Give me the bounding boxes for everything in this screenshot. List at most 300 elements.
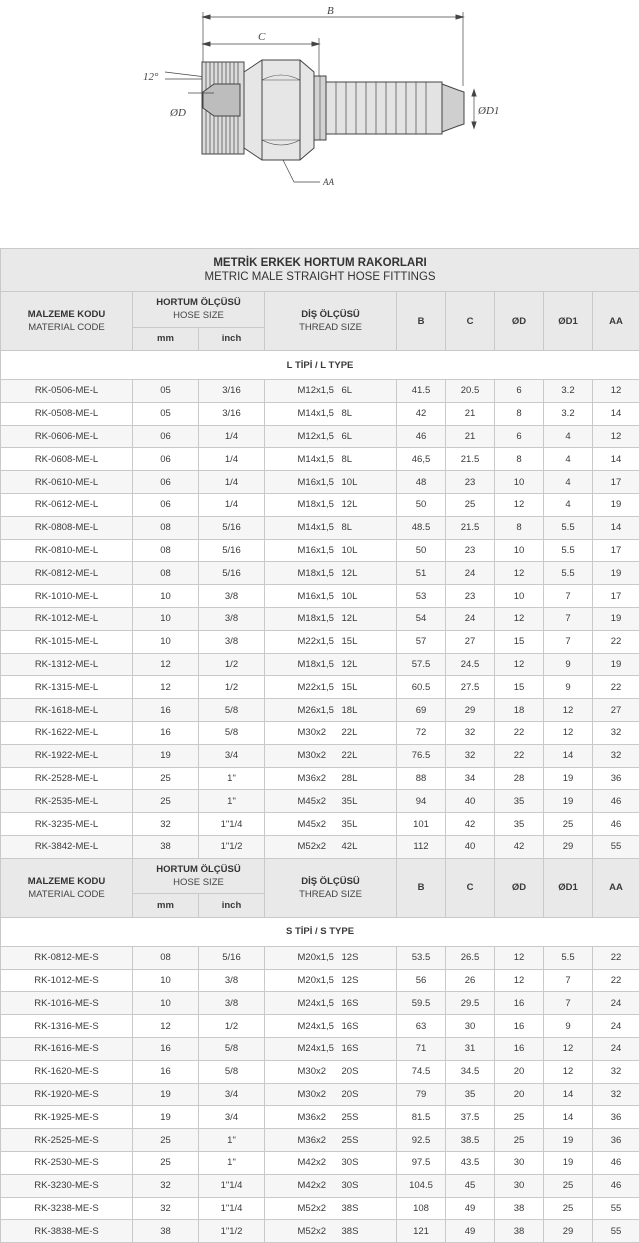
- cell-mm: 32: [133, 1197, 199, 1220]
- cell-aa: 14: [593, 402, 639, 425]
- cell-mm: 10: [133, 607, 199, 630]
- table-row: [1, 1106, 639, 1129]
- table-row: [1, 835, 639, 858]
- thread-wrap: [298, 682, 364, 693]
- cell-material-code: RK-3230-ME-S: [1, 1174, 133, 1197]
- cell-thread: [265, 1174, 397, 1197]
- thread-wrap: [298, 591, 364, 602]
- cell-inch: 5/8: [199, 699, 265, 722]
- cell-thread-size: M30x2: [298, 1066, 342, 1077]
- cell-inch: 1"1/2: [199, 1220, 265, 1243]
- cell-od1: 5.5: [544, 539, 593, 562]
- cell-od: 16: [495, 1037, 544, 1060]
- cell-material-code: RK-1622-ME-L: [1, 721, 133, 744]
- cell-aa: 14: [593, 448, 639, 471]
- cell-thread: [265, 1083, 397, 1106]
- cell-thread-series: 25S: [342, 1135, 364, 1146]
- cell-mm: 06: [133, 471, 199, 494]
- cell-od1: 29: [544, 835, 593, 858]
- cell-thread: [265, 835, 397, 858]
- table-row: [1, 744, 639, 767]
- cell-thread: [265, 1220, 397, 1243]
- cell-c: 43.5: [446, 1151, 495, 1174]
- cell-b: 81.5: [397, 1106, 446, 1129]
- cell-material-code: RK-0608-ME-L: [1, 448, 133, 471]
- cell-inch: 3/4: [199, 744, 265, 767]
- cell-aa: 32: [593, 721, 639, 744]
- cell-inch: 1/4: [199, 425, 265, 448]
- cell-od: 8: [495, 402, 544, 425]
- cell-c: 26.5: [446, 946, 495, 969]
- table-row: [1, 1129, 639, 1152]
- cell-od: 15: [495, 676, 544, 699]
- cell-thread: [265, 562, 397, 585]
- table-row: [1, 630, 639, 653]
- cell-inch: 3/8: [199, 992, 265, 1015]
- cell-inch: 3/8: [199, 969, 265, 992]
- cell-aa: 12: [593, 380, 639, 403]
- cell-c: 24: [446, 607, 495, 630]
- cell-thread-size: M30x2: [298, 750, 342, 761]
- cell-od1: 5.5: [544, 562, 593, 585]
- cell-od1: 7: [544, 630, 593, 653]
- cell-thread: [265, 969, 397, 992]
- cell-mm: 32: [133, 813, 199, 836]
- header-c: C: [446, 292, 495, 351]
- table-row: [1, 607, 639, 630]
- cell-od: 12: [495, 607, 544, 630]
- angle-label: 12°: [143, 71, 159, 83]
- table-row: [1, 1197, 639, 1220]
- cell-mm: 05: [133, 380, 199, 403]
- header-material: [1, 292, 133, 351]
- cell-c: 40: [446, 790, 495, 813]
- thread-wrap: [298, 385, 364, 396]
- cell-thread: [265, 721, 397, 744]
- cell-b: 48: [397, 471, 446, 494]
- cell-thread: [265, 471, 397, 494]
- cell-od: 8: [495, 516, 544, 539]
- cell-thread-size: M36x2: [298, 1112, 342, 1123]
- dim-aa-label: AA: [322, 177, 334, 187]
- cell-od1: 5.5: [544, 516, 593, 539]
- cell-thread-size: M14x1,5: [298, 454, 342, 465]
- cell-thread-size: M26x1,5: [298, 705, 342, 716]
- table-row: [1, 699, 639, 722]
- header-material: [1, 858, 133, 917]
- cell-material-code: RK-1012-ME-S: [1, 969, 133, 992]
- cell-b: 88: [397, 767, 446, 790]
- table-row: [1, 676, 639, 699]
- cell-aa: 14: [593, 516, 639, 539]
- header-od: ØD: [495, 292, 544, 351]
- table-row: [1, 969, 639, 992]
- thread-wrap: [298, 841, 364, 852]
- cell-material-code: RK-1316-ME-S: [1, 1015, 133, 1038]
- table-row: [1, 813, 639, 836]
- cell-material-code: RK-1620-ME-S: [1, 1060, 133, 1083]
- cell-c: 23: [446, 539, 495, 562]
- cell-mm: 25: [133, 767, 199, 790]
- cell-thread: [265, 493, 397, 516]
- cell-od: 22: [495, 744, 544, 767]
- cell-thread-series: 42L: [342, 841, 364, 852]
- cell-b: 46: [397, 425, 446, 448]
- cell-od: 10: [495, 471, 544, 494]
- cell-thread-size: M30x2: [298, 727, 342, 738]
- cell-thread-series: 8L: [342, 522, 364, 533]
- cell-c: 20.5: [446, 380, 495, 403]
- cell-thread-series: 12S: [342, 975, 364, 986]
- cell-inch: 1": [199, 790, 265, 813]
- cell-mm: 25: [133, 790, 199, 813]
- thread-wrap: [298, 975, 364, 986]
- cell-od: 28: [495, 767, 544, 790]
- cell-aa: 24: [593, 992, 639, 1015]
- cell-inch: 3/8: [199, 630, 265, 653]
- cell-od1: 25: [544, 813, 593, 836]
- cell-c: 38.5: [446, 1129, 495, 1152]
- cell-thread: [265, 1197, 397, 1220]
- thread-wrap: [298, 431, 364, 442]
- cell-material-code: RK-0606-ME-L: [1, 425, 133, 448]
- cell-od: 16: [495, 1015, 544, 1038]
- cell-thread-size: M16x1,5: [298, 545, 342, 556]
- cell-b: 57: [397, 630, 446, 653]
- cell-b: 69: [397, 699, 446, 722]
- cell-mm: 05: [133, 402, 199, 425]
- cell-thread-size: M36x2: [298, 1135, 342, 1146]
- cell-aa: 22: [593, 946, 639, 969]
- cell-thread-size: M14x1,5: [298, 408, 342, 419]
- cell-od1: 9: [544, 653, 593, 676]
- cell-thread: [265, 1106, 397, 1129]
- cell-mm: 19: [133, 1083, 199, 1106]
- cell-thread-size: M18x1,5: [298, 613, 342, 624]
- cell-thread: [265, 1037, 397, 1060]
- cell-thread-size: M52x2: [298, 841, 342, 852]
- dim-od1-label: ØD1: [477, 105, 499, 117]
- cell-od1: 25: [544, 1197, 593, 1220]
- cell-c: 45: [446, 1174, 495, 1197]
- cell-aa: 12: [593, 425, 639, 448]
- cell-material-code: RK-0612-ME-L: [1, 493, 133, 516]
- thread-wrap: [298, 1226, 364, 1237]
- cell-b: 72: [397, 721, 446, 744]
- cell-thread-size: M24x1,5: [298, 998, 342, 1009]
- cell-thread-size: M42x2: [298, 1157, 342, 1168]
- cell-aa: 46: [593, 1151, 639, 1174]
- cell-thread: [265, 790, 397, 813]
- cell-od: 12: [495, 493, 544, 516]
- cell-c: 49: [446, 1220, 495, 1243]
- cell-thread-series: 10L: [342, 477, 364, 488]
- cell-b: 56: [397, 969, 446, 992]
- cell-thread: [265, 607, 397, 630]
- table-row: [1, 516, 639, 539]
- cell-aa: 22: [593, 676, 639, 699]
- table-title-row: [1, 249, 639, 292]
- cell-c: 37.5: [446, 1106, 495, 1129]
- cell-material-code: RK-1315-ME-L: [1, 676, 133, 699]
- cell-od: 16: [495, 992, 544, 1015]
- table-row: [1, 402, 639, 425]
- cell-od1: 12: [544, 721, 593, 744]
- thread-wrap: [298, 998, 364, 1009]
- cell-thread-size: M45x2: [298, 796, 342, 807]
- cell-od1: 12: [544, 1060, 593, 1083]
- cell-thread: [265, 946, 397, 969]
- cell-mm: 10: [133, 992, 199, 1015]
- cell-aa: 36: [593, 1129, 639, 1152]
- cell-aa: 17: [593, 471, 639, 494]
- cell-material-code: RK-0506-ME-L: [1, 380, 133, 403]
- cell-thread: [265, 813, 397, 836]
- cell-thread-size: M36x2: [298, 773, 342, 784]
- header-row: [1, 858, 639, 894]
- cell-thread: [265, 699, 397, 722]
- cell-thread: [265, 380, 397, 403]
- cell-b: 104.5: [397, 1174, 446, 1197]
- cell-thread-size: M30x2: [298, 1089, 342, 1100]
- cell-aa: 55: [593, 835, 639, 858]
- cell-c: 21: [446, 425, 495, 448]
- cell-thread: [265, 1129, 397, 1152]
- cell-mm: 10: [133, 585, 199, 608]
- cell-b: 50: [397, 539, 446, 562]
- table-row: [1, 471, 639, 494]
- cell-c: 34.5: [446, 1060, 495, 1083]
- header-hose-size-en: HOSE SIZE: [133, 310, 264, 321]
- cell-inch: 5/16: [199, 539, 265, 562]
- thread-wrap: [298, 1089, 364, 1100]
- cell-inch: 1"1/4: [199, 813, 265, 836]
- table-row: [1, 493, 639, 516]
- cell-inch: 3/4: [199, 1083, 265, 1106]
- cell-b: 48.5: [397, 516, 446, 539]
- thread-wrap: [298, 568, 364, 579]
- cell-material-code: RK-0610-ME-L: [1, 471, 133, 494]
- cell-aa: 17: [593, 585, 639, 608]
- thread-wrap: [298, 1203, 364, 1214]
- table-row: [1, 653, 639, 676]
- cell-c: 27.5: [446, 676, 495, 699]
- header-aa: AA: [593, 858, 639, 917]
- cell-material-code: RK-0508-ME-L: [1, 402, 133, 425]
- cell-c: 27: [446, 630, 495, 653]
- thread-wrap: [298, 408, 364, 419]
- cell-mm: 12: [133, 676, 199, 699]
- header-od1: ØD1: [544, 858, 593, 917]
- header-hose-size-tr: HORTUM ÖLÇÜSÜ: [133, 297, 264, 308]
- cell-thread-series: 35L: [342, 796, 364, 807]
- table-row: [1, 425, 639, 448]
- header-inch: inch: [199, 327, 265, 350]
- cell-material-code: RK-1925-ME-S: [1, 1106, 133, 1129]
- cell-thread: [265, 1151, 397, 1174]
- cell-b: 54: [397, 607, 446, 630]
- table-row: [1, 1060, 639, 1083]
- type-row: [1, 917, 639, 946]
- header-material-tr: MALZEME KODU: [1, 876, 132, 887]
- cell-inch: 3/16: [199, 380, 265, 403]
- cell-od: 25: [495, 1106, 544, 1129]
- cell-thread-size: M24x1,5: [298, 1043, 342, 1054]
- cell-material-code: RK-0808-ME-L: [1, 516, 133, 539]
- cell-od1: 3.2: [544, 380, 593, 403]
- dim-c-label: C: [258, 31, 266, 43]
- header-b: B: [397, 292, 446, 351]
- cell-thread: [265, 425, 397, 448]
- cell-c: 42: [446, 813, 495, 836]
- cell-thread-size: M52x2: [298, 1203, 342, 1214]
- cell-mm: 06: [133, 448, 199, 471]
- thread-wrap: [298, 1157, 364, 1168]
- cell-b: 50: [397, 493, 446, 516]
- cell-mm: 08: [133, 562, 199, 585]
- cell-b: 63: [397, 1015, 446, 1038]
- cell-od: 8: [495, 448, 544, 471]
- cell-od: 38: [495, 1197, 544, 1220]
- cell-thread-series: 12L: [342, 659, 364, 670]
- cell-thread-series: 25S: [342, 1112, 364, 1123]
- thread-wrap: [298, 750, 364, 761]
- cell-b: 121: [397, 1220, 446, 1243]
- cell-thread-size: M14x1,5: [298, 522, 342, 533]
- cell-od: 22: [495, 721, 544, 744]
- cell-thread-size: M18x1,5: [298, 568, 342, 579]
- cell-inch: 3/16: [199, 402, 265, 425]
- cell-material-code: RK-1922-ME-L: [1, 744, 133, 767]
- cell-b: 74.5: [397, 1060, 446, 1083]
- cell-thread-series: 35L: [342, 819, 364, 830]
- cell-c: 26: [446, 969, 495, 992]
- cell-thread-series: 15L: [342, 636, 364, 647]
- table-row: [1, 1151, 639, 1174]
- table-title-tr: METRİK ERKEK HORTUM RAKORLARI: [1, 257, 639, 269]
- cell-thread: [265, 539, 397, 562]
- cell-b: 71: [397, 1037, 446, 1060]
- cell-mm: 38: [133, 835, 199, 858]
- thread-wrap: [298, 636, 364, 647]
- cell-inch: 5/8: [199, 1060, 265, 1083]
- header-aa: AA: [593, 292, 639, 351]
- cell-aa: 19: [593, 493, 639, 516]
- thread-wrap: [298, 727, 364, 738]
- cell-inch: 1/2: [199, 676, 265, 699]
- thread-wrap: [298, 705, 364, 716]
- cell-od: 20: [495, 1060, 544, 1083]
- cell-material-code: RK-3238-ME-S: [1, 1197, 133, 1220]
- cell-mm: 12: [133, 1015, 199, 1038]
- cell-inch: 5/8: [199, 721, 265, 744]
- cell-thread: [265, 767, 397, 790]
- cell-aa: 55: [593, 1197, 639, 1220]
- cell-od1: 19: [544, 1129, 593, 1152]
- table-row: [1, 585, 639, 608]
- cell-b: 42: [397, 402, 446, 425]
- cell-mm: 19: [133, 1106, 199, 1129]
- cell-aa: 46: [593, 813, 639, 836]
- thread-wrap: [298, 499, 364, 510]
- cell-thread-series: 10L: [342, 591, 364, 602]
- thread-wrap: [298, 659, 364, 670]
- cell-mm: 16: [133, 1037, 199, 1060]
- cell-material-code: RK-2535-ME-L: [1, 790, 133, 813]
- thread-wrap: [298, 545, 364, 556]
- cell-c: 21.5: [446, 516, 495, 539]
- cell-material-code: RK-1016-ME-S: [1, 992, 133, 1015]
- type-label: L TİPİ / L TYPE: [1, 351, 639, 380]
- table-row: [1, 562, 639, 585]
- cell-thread-size: M16x1,5: [298, 477, 342, 488]
- cell-thread-size: M12x1,5: [298, 431, 342, 442]
- cell-aa: 36: [593, 767, 639, 790]
- cell-mm: 12: [133, 653, 199, 676]
- header-thread-size-en: THREAD SIZE: [265, 889, 396, 900]
- thread-wrap: [298, 773, 364, 784]
- type-label: S TİPİ / S TYPE: [1, 917, 639, 946]
- table-row: [1, 1037, 639, 1060]
- cell-aa: 19: [593, 607, 639, 630]
- cell-aa: 46: [593, 1174, 639, 1197]
- cell-material-code: RK-0810-ME-L: [1, 539, 133, 562]
- cell-od1: 19: [544, 1151, 593, 1174]
- cell-thread: [265, 1015, 397, 1038]
- cell-od1: 19: [544, 790, 593, 813]
- cell-thread: [265, 516, 397, 539]
- cell-b: 97.5: [397, 1151, 446, 1174]
- cell-material-code: RK-3842-ME-L: [1, 835, 133, 858]
- cell-inch: 1/4: [199, 448, 265, 471]
- cell-b: 53.5: [397, 946, 446, 969]
- cell-thread-size: M20x1,5: [298, 952, 342, 963]
- cell-thread: [265, 630, 397, 653]
- cell-od: 12: [495, 653, 544, 676]
- cell-c: 49: [446, 1197, 495, 1220]
- cell-od1: 7: [544, 607, 593, 630]
- cell-od: 30: [495, 1151, 544, 1174]
- cell-thread-series: 6L: [342, 431, 364, 442]
- cell-material-code: RK-3838-ME-S: [1, 1220, 133, 1243]
- cell-aa: 32: [593, 1060, 639, 1083]
- cell-aa: 36: [593, 1106, 639, 1129]
- cell-inch: 5/16: [199, 562, 265, 585]
- cell-aa: 17: [593, 539, 639, 562]
- cell-c: 31: [446, 1037, 495, 1060]
- cell-thread-size: M24x1,5: [298, 1021, 342, 1032]
- cell-thread: [265, 402, 397, 425]
- cell-c: 23: [446, 585, 495, 608]
- cell-b: 60.5: [397, 676, 446, 699]
- cell-thread-size: M18x1,5: [298, 499, 342, 510]
- cell-od: 30: [495, 1174, 544, 1197]
- cell-b: 59.5: [397, 992, 446, 1015]
- dim-od-label: ØD: [169, 107, 186, 119]
- cell-mm: 25: [133, 1151, 199, 1174]
- cell-inch: 1": [199, 767, 265, 790]
- cell-mm: 10: [133, 969, 199, 992]
- thread-wrap: [298, 613, 364, 624]
- cell-mm: 16: [133, 699, 199, 722]
- thread-wrap: [298, 1043, 364, 1054]
- cell-b: 51: [397, 562, 446, 585]
- cell-material-code: RK-1012-ME-L: [1, 607, 133, 630]
- thread-wrap: [298, 1112, 364, 1123]
- cell-od1: 7: [544, 585, 593, 608]
- cell-od1: 4: [544, 493, 593, 516]
- cell-aa: 27: [593, 699, 639, 722]
